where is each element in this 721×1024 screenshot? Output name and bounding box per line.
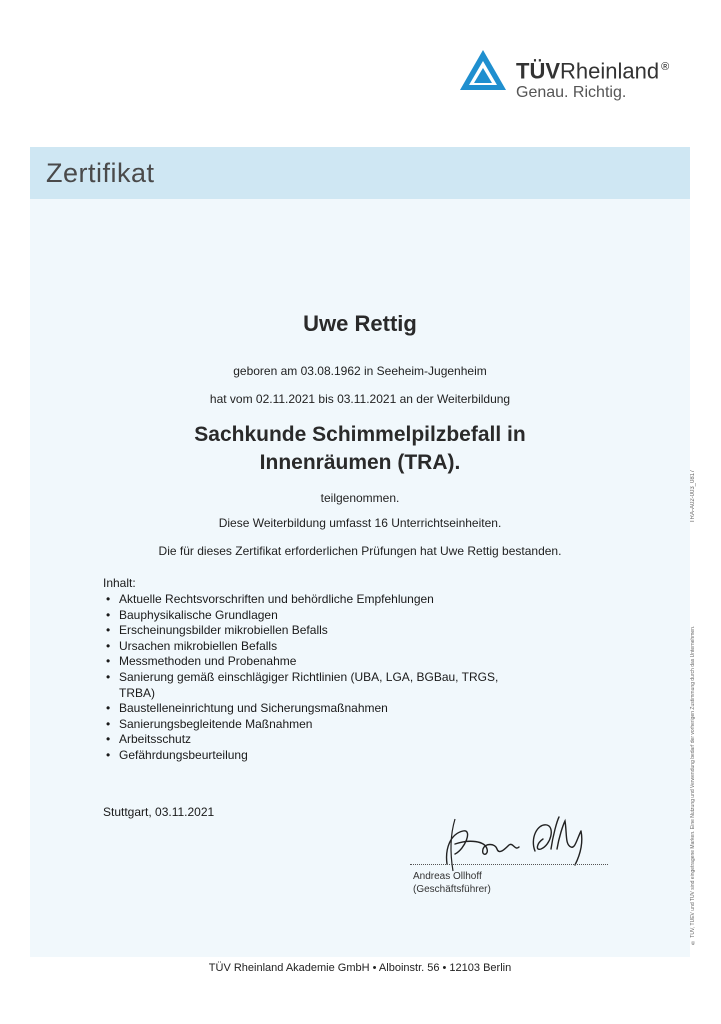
list-item: • Arbeitsschutz [103, 732, 563, 748]
signature-line [410, 864, 608, 865]
logo-registered-mark: ® [661, 61, 670, 73]
tuv-triangle-logo-icon [458, 48, 508, 92]
signer-info [413, 870, 491, 896]
course-title-line-2: Innenräumen (TRA). [259, 451, 461, 474]
side-document-code: TRA-A02-003_0817 [690, 469, 696, 523]
course-title [30, 421, 690, 477]
logo-tagline: Genau. Richtig. [516, 84, 627, 101]
list-item: • Baustelleneinrichtung und Sicherungsmaßnahmen [103, 701, 563, 717]
period-line: hat vom 02.11.2021 bis 03.11.2021 an der Weiterbildung [209, 392, 511, 406]
birth-line: geboren am 03.08.1962 in Seeheim-Jugenheim [233, 364, 487, 378]
signer-role: (Geschäftsführer) [413, 884, 491, 895]
list-item: • Sanierungsbegleitende Maßnahmen [103, 717, 563, 733]
list-item-text: Sanierung gemäß einschlägiger Richtlinien (UBA, LGA, BGBau, TRGS, [119, 669, 499, 684]
certificate-title: Zertifikat [46, 158, 155, 188]
course-title-line-1: Sachkunde Schimmelpilzbefall in [194, 423, 526, 446]
tuv-logo [458, 48, 698, 110]
signer-name: Andreas Ollhoff [413, 871, 482, 882]
units-line: Diese Weiterbildung umfasst 16 Unterrichtseinheiten. [218, 516, 502, 530]
place-date: Stuttgart, 03.11.2021 [103, 805, 215, 819]
list-item: • Messmethoden und Probenahme [103, 654, 563, 670]
side-legal-notice: ® TÜV, TUEV und TUV sind eingetragene Marken. Eine Nutzung und Verwendung bedarf der vorherigen Zustimmung durch das Unternehmen. [690, 625, 696, 945]
signature-block [410, 815, 610, 905]
logo-brand-name [516, 54, 669, 84]
logo-brand-bold: TÜV [516, 58, 560, 84]
exam-line: Die für dieses Zertifikat erforderlichen Prüfungen hat Uwe Rettig bestanden. [158, 544, 562, 558]
list-item [103, 670, 563, 701]
logo-brand-regular: Rheinland [560, 58, 660, 84]
contents-label: Inhalt: [103, 576, 136, 590]
contents-list [103, 592, 563, 764]
list-item: • Erscheinungsbilder mikrobiellen Befalls [103, 623, 563, 639]
certificate-header-band [30, 147, 690, 199]
list-item: • Bauphysikalische Grundlagen [103, 608, 563, 624]
list-item: • Gefährdungsbeurteilung [103, 748, 563, 764]
list-item: • Aktuelle Rechtsvorschriften und behördliche Empfehlungen [103, 592, 563, 608]
participated-line: teilgenommen. [320, 491, 400, 505]
list-item: • Ursachen mikrobiellen Befalls [103, 639, 563, 655]
handwritten-signature-icon [425, 809, 625, 879]
list-item-continuation: TRBA) [119, 685, 155, 700]
recipient-name: Uwe Rettig [303, 311, 417, 336]
footer-address: TÜV Rheinland Akademie GmbH • Alboinstr. 56 • 12103 Berlin [208, 962, 512, 974]
